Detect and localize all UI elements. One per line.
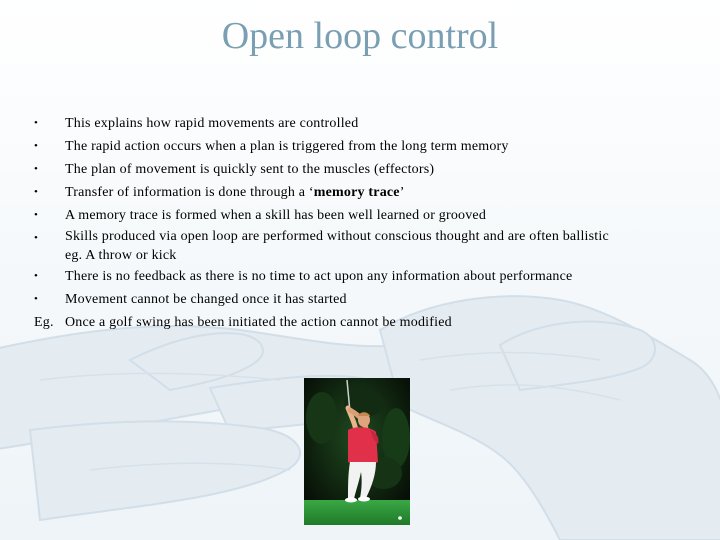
bullet-icon: •	[34, 163, 39, 175]
bullet-continuation: eg. A throw or kick	[65, 248, 177, 263]
bullet-text: Movement cannot be changed once it has started	[65, 292, 347, 307]
golfer-illustration	[304, 378, 410, 525]
bullet-text	[65, 181, 694, 204]
bullet-item	[34, 204, 694, 227]
bullet-icon: •	[34, 232, 39, 244]
bullet-item	[34, 288, 694, 311]
golfer-image	[304, 378, 410, 525]
slide-title: Open loop control	[221, 15, 499, 57]
bullet-text: There is no feedback as there is no time to act upon any information about performance	[65, 269, 573, 284]
memory-trace-term: memory trace	[313, 185, 400, 200]
bullet-icon: •	[34, 209, 39, 221]
bullet-item	[34, 265, 694, 288]
example-label: Eg.	[34, 315, 54, 330]
bullet-item	[34, 135, 694, 158]
bullet-icon: •	[34, 117, 39, 129]
bullet-text: A memory trace is formed when a skill has been well learned or grooved	[65, 208, 487, 223]
bullet-item	[34, 181, 694, 204]
bullet-item	[34, 112, 694, 135]
bullet-text: The plan of movement is quickly sent to the muscles (effectors)	[65, 162, 435, 177]
bullet-text: The rapid action occurs when a plan is triggered from the long term memory	[65, 139, 509, 154]
bullet-item	[34, 158, 694, 181]
example-line	[34, 311, 694, 334]
bullet-text: This explains how rapid movements are controlled	[65, 116, 359, 131]
bullet-list	[34, 112, 694, 334]
bullet-icon: •	[34, 140, 39, 152]
bullet-text-before: Transfer of information is done through a ‘	[65, 185, 314, 200]
example-text: Once a golf swing has been initiated the action cannot be modified	[65, 315, 452, 330]
bullet-icon: •	[34, 293, 39, 305]
bullet-text-block	[65, 227, 694, 265]
bullet-text: Skills produced via open loop are performed without conscious thought and are often ballistic	[65, 229, 609, 244]
bullet-icon: •	[34, 186, 39, 198]
bullet-item	[34, 227, 694, 265]
bullet-text-after: ’	[399, 185, 405, 200]
bullet-icon: •	[34, 270, 39, 282]
